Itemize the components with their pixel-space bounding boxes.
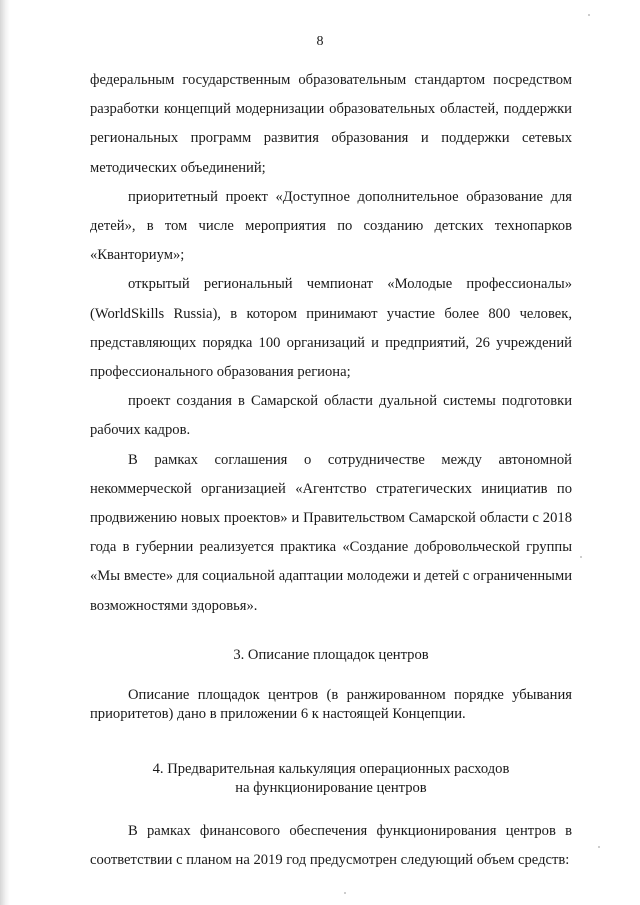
section-3-paragraph: Описание площадок центров (в ранжированном порядке убывания приоритетов) дано в приложении 6 к настоящей Концепции. [90, 686, 572, 722]
paragraph-worldskills: открытый региональный чемпионат «Молодые профессионалы» (WorldSkills Russia), в котором принимают участие более 800 человек, представляющих порядка 100 организаций и предприятий, 26 учреждений профессионального образования региона; [90, 276, 572, 381]
scan-speck [598, 846, 600, 848]
section-4-heading-line-2: на функционирование центров [235, 779, 427, 796]
scan-speck [588, 14, 590, 16]
paragraph-priority-project: приоритетный проект «Доступное дополнительное образование для детей», в том числе мероприятия по созданию детских технопарков «Кванториум»; [90, 188, 572, 264]
section-4-heading-line-1: 4. Предварительная калькуляция операционных расходов [152, 760, 510, 777]
paragraph-dual-system: проект создания в Самарской области дуальной системы подготовки рабочих кадров. [90, 393, 572, 439]
section-4-paragraph: В рамках финансового обеспечения функционирования центров в соответствии с планом на 2019 год предусмотрен следующий объем средств: [90, 822, 572, 869]
scan-speck [580, 556, 582, 558]
paragraph-federal-standard: федеральным государственным образовательным стандартом посредством разработки концепций модернизации образовательных областей, поддержки региональных программ развития образования и поддержки сетевых методических объединений; [90, 72, 572, 176]
page-number: 8 [316, 34, 324, 49]
paragraph-agreement: В рамках соглашения о сотрудничестве между автономной некоммерческой организацией «Агентство стратегических инициатив по продвижению новых проектов» и Правительством Самарской области с 2018 года в губернии реализуется практика «Создание добровольческой группы «Мы вместе» для социальной адаптации молодежи и детей с ограниченными возможностями здоровья». [90, 451, 572, 614]
page-body [90, 66, 572, 875]
scan-speck [344, 892, 346, 894]
scan-shadow-edge [0, 0, 10, 905]
section-3-heading: 3. Описание площадок центров [233, 646, 429, 663]
